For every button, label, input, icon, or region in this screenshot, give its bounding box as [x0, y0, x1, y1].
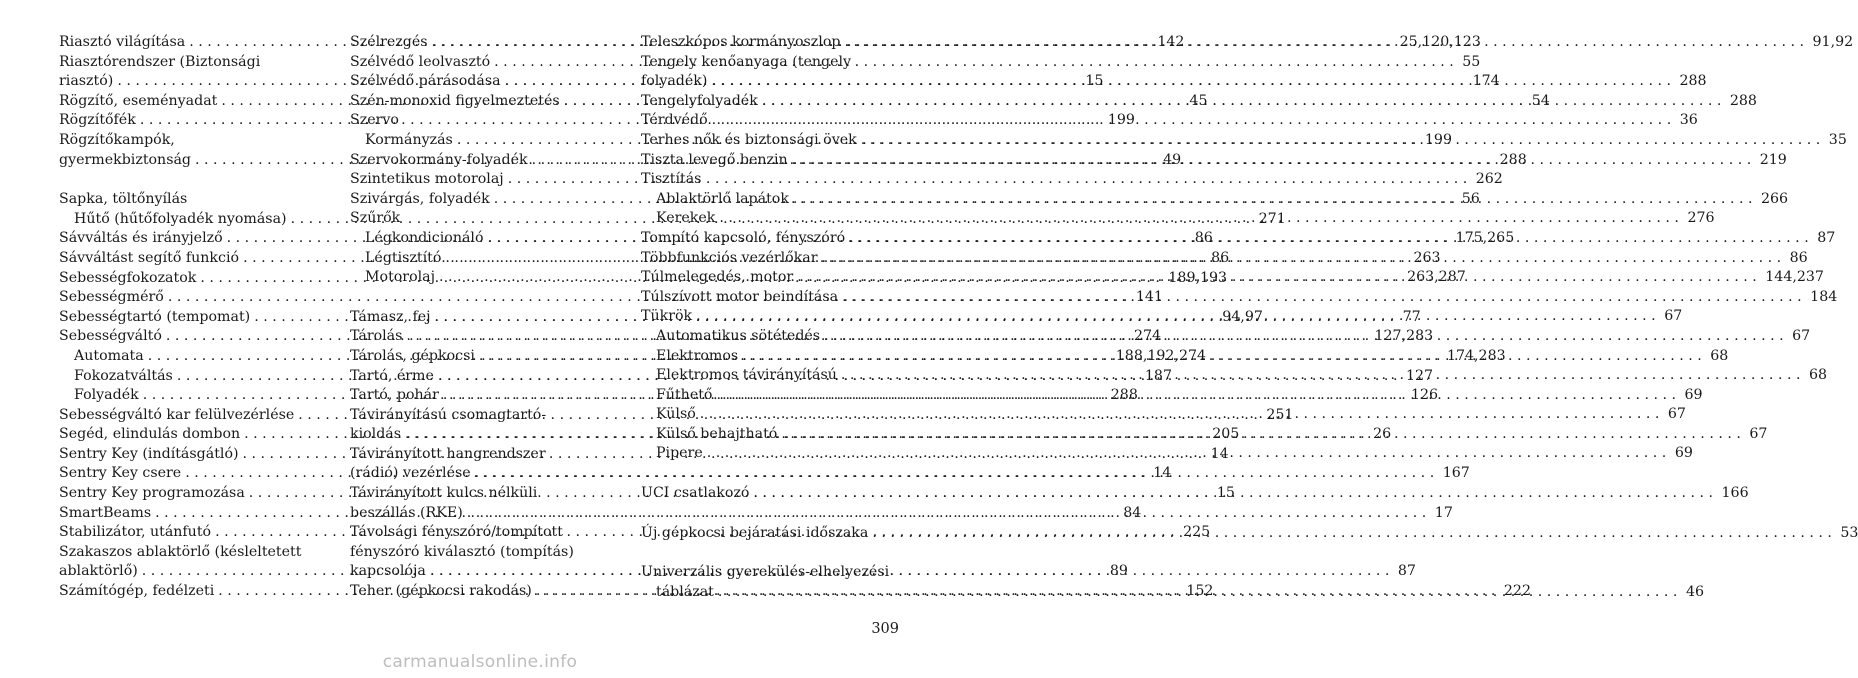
index-page-ref: 262 — [1475, 171, 1503, 188]
index-page-ref: 251 — [1266, 406, 1294, 423]
index-term: Térdvédő — [641, 112, 708, 129]
dot-leader — [838, 288, 1810, 308]
index-page-ref: 25,120,123 — [1399, 34, 1481, 50]
index-term: Sapka, töltőnyílás — [59, 191, 188, 208]
index-page-ref: 86 — [1194, 230, 1213, 247]
index-page-ref: 35 — [1828, 131, 1847, 148]
index-page-ref: 188,192,274 — [1115, 347, 1207, 364]
index-page-ref: 54 — [1531, 92, 1550, 109]
index-term: Folyadék — [74, 387, 139, 404]
dot-leader — [789, 190, 1761, 210]
index-page-ref: 225 — [1183, 524, 1211, 541]
index-page-ref: 127 — [1405, 367, 1434, 384]
index-term: kioldás — [350, 426, 402, 443]
page-number: 309 — [871, 621, 899, 637]
dot-leader — [692, 307, 1664, 327]
index-page-ref: 174,283 — [1446, 347, 1506, 364]
dot-leader — [471, 464, 1443, 484]
index-page-ref: 199 — [1107, 112, 1135, 129]
index-term: Tükrök — [641, 308, 693, 325]
index-term: riasztó) — [59, 73, 114, 90]
index-page-ref: 87 — [1397, 563, 1416, 580]
index-page-ref: 17 — [1434, 504, 1453, 521]
index-term: Szűrők — [350, 210, 401, 227]
dot-leader — [463, 504, 1435, 524]
index-term: Szélvédő párásodása — [350, 73, 501, 90]
index-term: Távolsági fényszóró/tompított — [350, 524, 563, 541]
index-term: Sebességfokozatok — [59, 269, 197, 286]
index-page-ref: 45 — [1189, 92, 1208, 109]
index-page-ref: 67 — [1664, 308, 1683, 325]
index-term: Sentry Key (indításgátló) — [59, 445, 239, 462]
index-page-ref: 67 — [1667, 406, 1686, 423]
index-term: Stabilizátor, utánfutó — [59, 524, 212, 541]
index-term: táblázat — [656, 583, 714, 600]
index-page-ref: 222 — [1503, 583, 1531, 600]
index-term: Riasztó világítása — [59, 34, 186, 50]
index-term: Sebességtartó (tempomat) — [59, 308, 251, 325]
index-term: Hűtő (hűtőfolyadék nyomása) — [74, 210, 287, 227]
index-term: Terhes nők és biztonsági övek — [641, 131, 857, 148]
index-term: Távirányított kulcs nélküli — [350, 485, 538, 502]
index-page-ref: 14 — [1153, 465, 1172, 482]
index-page-ref: 166 — [1721, 485, 1749, 502]
index-term: Tárolás — [350, 328, 403, 345]
index-term: Szélrezgés — [350, 34, 428, 50]
index-page-ref: 94,97 — [1222, 308, 1263, 325]
index-term: Tartó, pohár — [350, 387, 439, 404]
index-term: Szén-monoxid figyelmeztetés — [350, 92, 560, 109]
index-term: Szervokormány-folyadék — [350, 151, 528, 168]
index-entry — [59, 53, 316, 73]
dot-leader — [788, 151, 1760, 171]
index-page-ref: 26 — [1373, 426, 1392, 443]
index-term: folyadék) — [641, 73, 708, 90]
index-term: Szélvédő leolvasztó — [350, 53, 491, 70]
index-term: UCI csatlakozó — [641, 485, 750, 502]
index-term: Tengelyfolyadék — [641, 92, 758, 109]
index-page-ref: 91,92 — [1812, 34, 1854, 50]
index-page-ref: 187 — [1144, 367, 1172, 384]
index-page-ref: 276 — [1687, 210, 1715, 227]
index-term: Sávváltást segítő funkció — [59, 249, 240, 266]
dot-leader — [707, 72, 1679, 92]
index-entry — [350, 209, 607, 229]
index-term: kapcsolója — [350, 563, 426, 580]
dot-leader — [793, 268, 1765, 288]
index-page-ref: 189,193 — [1168, 269, 1228, 286]
index-term: Kormányzás — [365, 131, 453, 148]
index-page-ref: 274 — [1133, 328, 1162, 345]
index-page-ref: 152 — [1186, 583, 1214, 600]
dot-leader — [696, 405, 1668, 425]
index-page-ref: 53 — [1840, 524, 1858, 541]
index-term: Sebességváltó — [59, 328, 162, 345]
index-term: Ablaktörlő lapátok — [656, 190, 789, 207]
index-term: Külső behajtható — [656, 425, 778, 442]
index-page-ref: 87 — [1817, 229, 1836, 246]
dot-leader — [738, 347, 1710, 367]
index-page-ref: 144,237 — [1765, 269, 1824, 286]
index-term: Rögzítőkampók, — [59, 131, 175, 148]
index-term: Tiszta levegő benzin — [641, 151, 788, 168]
index-term: Fűthető — [656, 386, 713, 403]
index-page-ref: 46 — [1685, 583, 1704, 600]
index-page-ref: 126 — [1410, 387, 1439, 404]
index-term: Rögzítő, eseményadat — [59, 92, 218, 109]
index-term: SmartBeams — [59, 504, 152, 521]
index-entry — [350, 523, 607, 543]
index-term: Számítógép, fedélzeti — [59, 583, 215, 600]
index-term: Automatikus sötétedés — [656, 327, 821, 344]
index-page-ref: 141 — [1135, 289, 1163, 306]
index-page-ref: 175,265 — [1455, 229, 1515, 246]
index-term: Szivárgás, folyadék — [350, 190, 490, 207]
index-term: Segéd, elindulás dombon — [59, 426, 241, 443]
index-term: Távirányítású csomagtartó- — [350, 406, 547, 423]
index-page-ref: 67 — [1792, 327, 1811, 344]
index-entry — [641, 53, 898, 73]
index-entry — [641, 170, 898, 190]
index-page-ref: 127,283 — [1374, 328, 1434, 345]
index-page-ref: 205 — [1212, 426, 1240, 443]
index-page-ref: 199 — [1424, 131, 1452, 148]
index-page-ref: 15 — [1085, 73, 1104, 90]
index-term: gyermekbiztonság — [59, 151, 192, 168]
dot-leader — [708, 111, 1680, 131]
index-term: Túlszívott motor beindítása — [641, 288, 839, 305]
dot-leader — [777, 425, 1749, 445]
index-term: Sebességváltó kar felülvezérlése — [59, 406, 295, 423]
index-term: ablaktörlő) — [59, 563, 138, 580]
index-term: Tengely kenőanyaga (tengely — [641, 53, 852, 70]
index-page-ref: 86 — [1211, 249, 1230, 266]
index-page-ref: 288 — [1499, 151, 1527, 168]
dot-leader — [426, 562, 1398, 582]
dot-leader — [857, 131, 1829, 151]
index-page-ref: 55 — [1462, 53, 1481, 70]
index-term: Szakaszos ablaktörlő (késleltetett — [59, 543, 302, 560]
index-page-ref: 266 — [1760, 190, 1789, 207]
index-entry — [350, 445, 607, 465]
index-page-ref: 14 — [1210, 445, 1229, 462]
index-page-ref: 69 — [1684, 386, 1703, 403]
dot-leader — [758, 92, 1730, 112]
index-term: Túlmelegedés, motor — [641, 269, 794, 286]
index-term: Motorolaj — [365, 269, 436, 286]
index-term: (rádió) vezérlése — [350, 465, 471, 482]
dot-leader — [490, 53, 1462, 73]
dot-leader — [837, 366, 1809, 386]
index-page-ref: 68 — [1808, 367, 1828, 384]
index-term: Támasz, fej — [350, 308, 431, 325]
dot-leader — [840, 33, 1812, 53]
index-term: Elektromos — [656, 347, 739, 364]
index-page-ref: 271 — [1258, 210, 1286, 227]
index-page-ref: 142 — [1157, 34, 1185, 50]
index-page-ref: 77 — [1402, 308, 1421, 325]
index-page-ref: 219 — [1759, 151, 1787, 168]
index-term: Légtisztító — [365, 249, 442, 266]
dot-leader — [712, 386, 1684, 406]
index-page-ref: 184 — [1810, 288, 1838, 305]
watermark: carmanualsonline.info — [382, 652, 578, 672]
index-entry — [350, 484, 607, 504]
index-term: Fokozatváltás — [74, 367, 173, 384]
index-term: Új gépkocsi bejáratási időszaka — [641, 524, 869, 541]
dot-leader — [714, 583, 1686, 603]
index-entry — [350, 406, 607, 426]
index-entry — [59, 190, 316, 210]
index-term: fényszóró kiválasztó (tompítás) — [350, 543, 574, 560]
dot-leader — [749, 484, 1721, 504]
index-term: Riasztórendszer (Biztonsági — [59, 53, 261, 70]
index-term: Rögzítőfék — [59, 112, 136, 129]
index-term: Teher (gépkocsi rakodás) — [350, 583, 532, 600]
index-term: Sebességmérő — [59, 289, 164, 306]
index-term: Tartó, érme — [350, 367, 434, 384]
index-term: Pipere — [656, 445, 703, 462]
dot-leader — [820, 327, 1792, 347]
dot-leader — [715, 209, 1687, 229]
index-page-ref: 56 — [1461, 190, 1480, 207]
index-entry — [350, 543, 607, 563]
index-term: Külső — [656, 406, 696, 423]
index-page-ref: 89 — [1109, 563, 1128, 580]
index-term: Sentry Key programozása — [59, 485, 245, 502]
index-term: Többfunkciós vezérlőkar — [641, 249, 818, 266]
index-term: Univerzális gyerekülés-elhelyezési — [641, 564, 890, 581]
index-page-ref: 36 — [1679, 112, 1698, 129]
index-entry — [641, 563, 898, 583]
index-page-ref: 288 — [1679, 73, 1707, 90]
index-page-ref: 49 — [1163, 151, 1182, 168]
dot-leader — [703, 444, 1675, 464]
index-page-ref: 288 — [1729, 92, 1757, 109]
index-page-ref: 288 — [1110, 387, 1138, 404]
index-term: Szervo — [350, 112, 399, 129]
dot-leader — [818, 249, 1790, 269]
dot-leader — [845, 229, 1817, 249]
index-entry — [59, 131, 316, 151]
index-term: Teleszkópos kormányoszlop — [641, 34, 841, 50]
index-term: Tisztítás — [641, 171, 702, 188]
index-page-ref: 69 — [1674, 445, 1693, 462]
index-term: Tompító kapcsoló, fényszóró — [641, 229, 846, 246]
dot-leader — [868, 524, 1840, 544]
index-term: beszállás (RKE) — [350, 504, 463, 521]
index-term: Sávváltás és irányjelző — [59, 230, 223, 247]
index-page-ref: 174 — [1472, 73, 1500, 90]
index-page-ref: 68 — [1710, 347, 1729, 364]
index-term: Kerekek — [656, 210, 716, 227]
index-page-ref: 167 — [1442, 465, 1470, 482]
index-term: Tárolás, gépkocsi — [350, 347, 475, 364]
index-term: Távirányított hangrendszer — [350, 445, 546, 462]
index-page-ref: 263,287 — [1407, 269, 1466, 286]
index-term: Szintetikus motorolaj — [350, 171, 504, 188]
index-page-ref: 86 — [1789, 249, 1808, 266]
index-term: Automata — [74, 347, 144, 364]
index-page-ref: 84 — [1123, 504, 1142, 521]
index-page-ref: 15 — [1216, 485, 1235, 502]
index-term: Elektromos távirányítású — [656, 367, 837, 384]
index-page-ref: 263 — [1413, 249, 1441, 266]
index-term: Légkondicionáló — [365, 229, 484, 246]
index-term: Sentry Key csere — [59, 465, 182, 482]
index-page-ref: 67 — [1749, 425, 1768, 442]
index-entry — [350, 111, 607, 131]
index-entry — [59, 543, 316, 563]
